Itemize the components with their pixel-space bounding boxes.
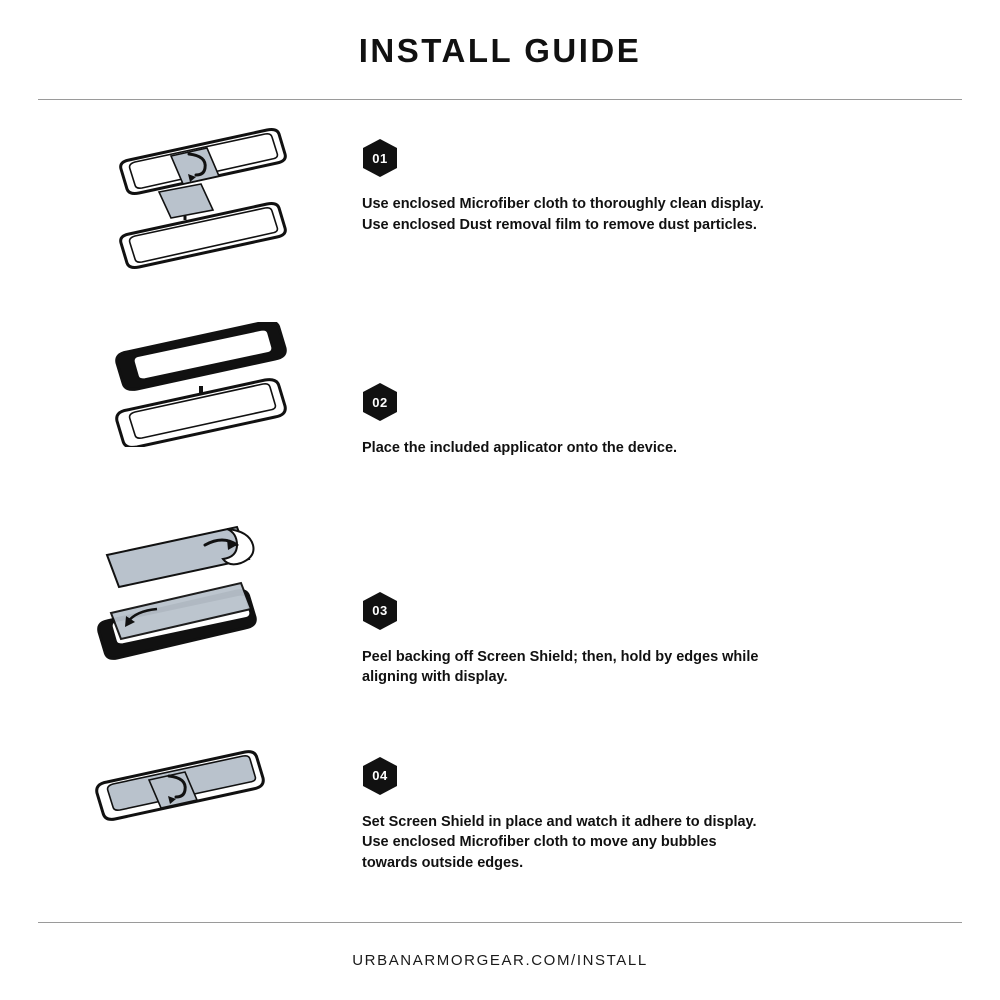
- step-1-number: 01: [372, 150, 388, 166]
- applicator-frame-lowering-onto-device-icon: [85, 322, 315, 447]
- step-3-description: Peel backing off Screen Shield; then, hold by edges while aligning with display.: [362, 648, 759, 686]
- steps-list: [0, 120, 1000, 873]
- step-1-description: Use enclosed Microfiber cloth to thoroughly clean display. Use enclosed Dust removal film to remove dust particles.: [362, 196, 764, 233]
- step-2-description: Place the included applicator onto the device.: [362, 440, 678, 456]
- step-1-illustration: [0, 120, 340, 270]
- footer-url: URBANARMORGEAR.COM/INSTALL: [352, 952, 648, 969]
- step-1-number-badge: [362, 138, 398, 178]
- step-item: [0, 120, 1000, 270]
- peeling-backing-and-aligning-screen-shield-icon: [85, 515, 315, 670]
- step-3-number: 03: [372, 603, 388, 619]
- step-item: [0, 515, 1000, 688]
- screen-shield-set-in-place-with-cloth-icon: [85, 744, 315, 824]
- step-4-text-column: [340, 744, 792, 874]
- step-3-number-badge: [362, 591, 398, 631]
- step-1-text-column: [340, 120, 792, 235]
- step-3-illustration: [0, 515, 340, 670]
- phone-with-microfiber-cloth-and-dust-film-icon: [85, 120, 315, 270]
- page-header: [0, 0, 1000, 67]
- step-3-text-column: [340, 515, 792, 688]
- step-2-illustration: [0, 322, 340, 447]
- step-2-number: 02: [372, 394, 388, 410]
- step-item: [0, 322, 1000, 459]
- step-2-number-badge: [362, 382, 398, 422]
- footer-divider: [38, 922, 962, 923]
- step-item: [0, 744, 1000, 874]
- header-divider: [38, 99, 962, 100]
- step-2-text-column: [340, 322, 792, 459]
- page-title: INSTALL GUIDE: [358, 32, 642, 69]
- step-4-description: Set Screen Shield in place and watch it adhere to display. Use enclosed Microfiber cloth to move any bubbles towards outside edges.: [362, 813, 757, 871]
- step-4-illustration: [0, 744, 340, 824]
- step-4-number-badge: [362, 756, 398, 796]
- step-4-number: 04: [372, 768, 388, 784]
